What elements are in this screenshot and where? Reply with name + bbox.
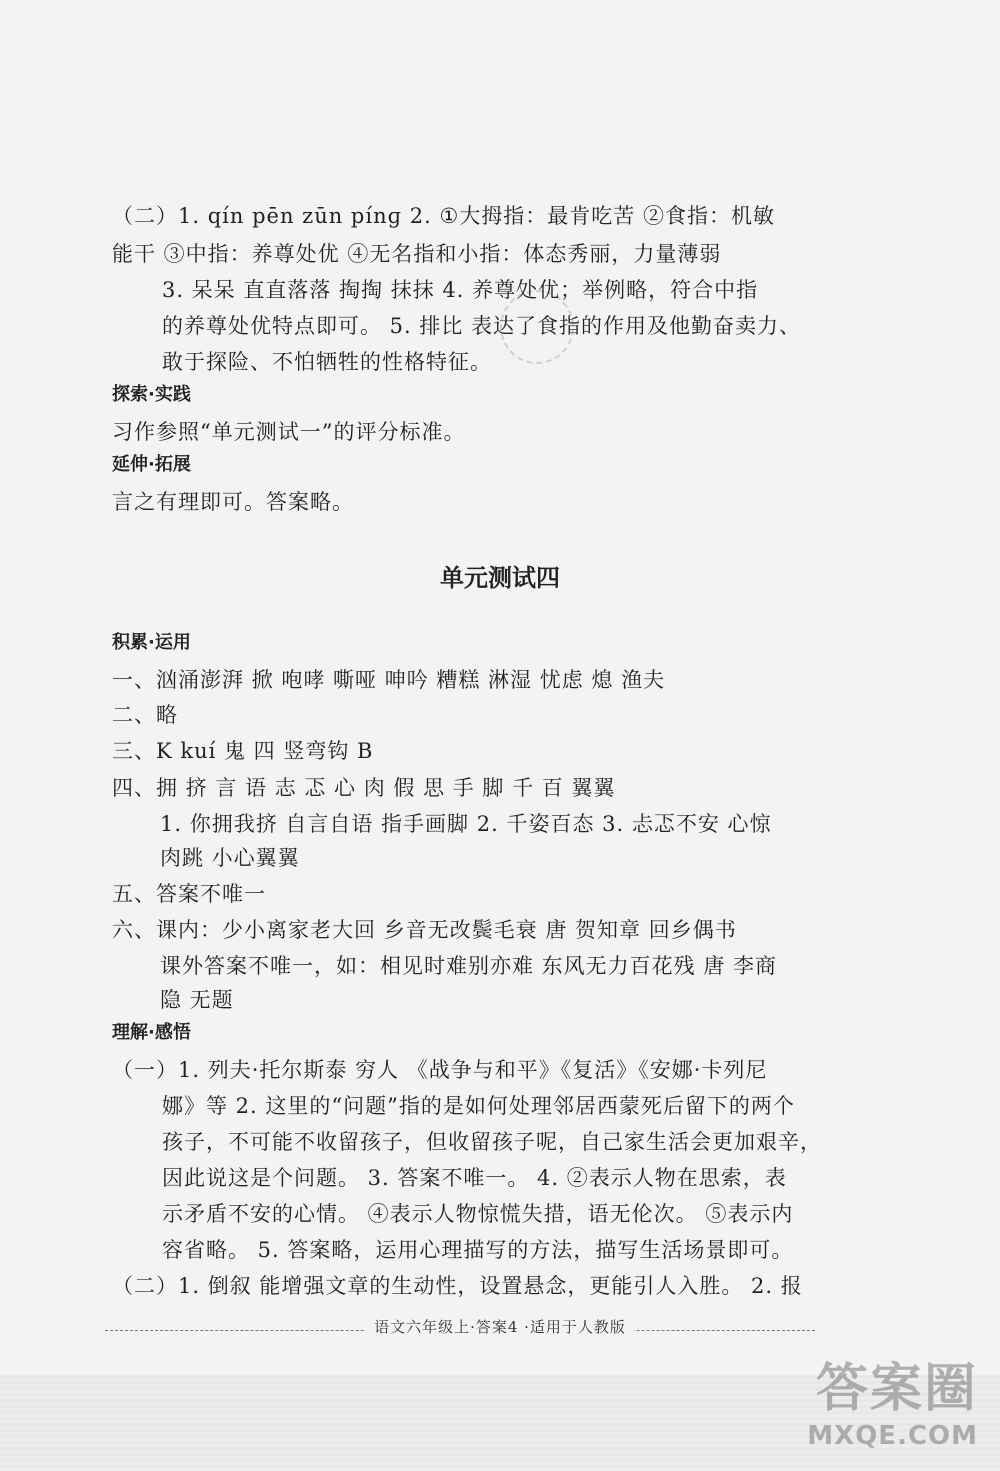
text-line: 敢于探险、不怕牺牲的性格特征。 [162, 350, 492, 374]
text-line: 言之有理即可。答案略。 [112, 490, 354, 514]
text-line: 肉跳 小心翼翼 [160, 846, 300, 870]
text-line: （一）1. 列夫·托尔斯泰 穷人 《战争与和平》《复活》《安娜·卡列尼 [112, 1058, 768, 1082]
text-line: 1. 你拥我挤 自言自语 指手画脚 2. 千姿百态 3. 忐忑不安 心惊 [160, 812, 772, 836]
site-watermark [807, 1346, 978, 1451]
text-line: （二）1. qín pēn zūn pínɡ 2. ①大拇指：最肯吃苦 ②食指：机敏 [112, 204, 775, 228]
text-line: 因此说这是个问题。 3. 答案不唯一。 4. ②表示人物在思索，表 [162, 1166, 787, 1190]
text-line: （二）1. 倒叙 能增强文章的生动性，设置悬念，更能引人入胜。 2. 报 [112, 1274, 803, 1298]
text-line: 娜》等 2. 这里的“问题”指的是如何处理邻居西蒙死后留下的两个 [162, 1094, 795, 1118]
text-line: 容省略。 5. 答案略，运用心理描写的方法，描写生活场景即可。 [162, 1238, 794, 1262]
text-line: 3. 呆呆 直直落落 掏掏 抹抹 4. 养尊处优；举例略，符合中指 [162, 278, 759, 302]
text-line: 五、答案不唯一 [112, 882, 266, 906]
text-line: 一、汹涌澎湃 掀 咆哮 嘶哑 呻吟 糟糕 淋湿 忧虑 熄 渔夫 [112, 668, 666, 692]
watermark-logo-text: 答案圈 [815, 1359, 978, 1419]
text-line: 六、课内：少小离家老大回 乡音无改鬓毛衰 唐 贺知章 回乡偶书 [112, 918, 737, 942]
text-line: 能干 ③中指：养尊处优 ④无名指和小指：体态秀丽，力量薄弱 [112, 242, 722, 266]
page-footer [0, 1316, 1000, 1337]
text-line: 课外答案不唯一，如：相见时难别亦难 东风无力百花残 唐 李商 [160, 954, 778, 978]
page-title: 单元测试四 [440, 564, 560, 592]
text-line: 四、拥 挤 言 语 志 忑 心 肉 假 思 手 脚 千 百 翼翼 [112, 776, 616, 800]
text-line: 的养尊处优特点即可。 5. 排比 表达了食指的作用及他勤奋卖力、 [162, 314, 802, 338]
text-line: 三、K kuí 鬼 四 竖弯钩 B [112, 739, 374, 763]
section-heading-explore: 探索·实践 [112, 384, 191, 405]
watermark-url: MXQE.COM [807, 1421, 978, 1451]
section-heading-understand: 理解·感悟 [112, 1022, 191, 1043]
section-heading-extend: 延伸·拓展 [112, 454, 191, 475]
text-line: 二、略 [112, 703, 178, 727]
text-line: 隐 无题 [160, 988, 234, 1012]
section-heading-accumulate: 积累·运用 [112, 632, 191, 653]
text-line: 习作参照“单元测试一”的评分标准。 [112, 420, 466, 444]
text-line: 示矛盾不安的心情。 ④表示人物惊慌失措，语无伦次。 ⑤表示内 [162, 1202, 794, 1226]
footer-text: 语文六年级上·答案4 ·适用于人教版 [366, 1318, 634, 1336]
text-line: 孩子，不可能不收留孩子，但收留孩子呢，自己家生活会更加艰辛， [162, 1130, 822, 1154]
